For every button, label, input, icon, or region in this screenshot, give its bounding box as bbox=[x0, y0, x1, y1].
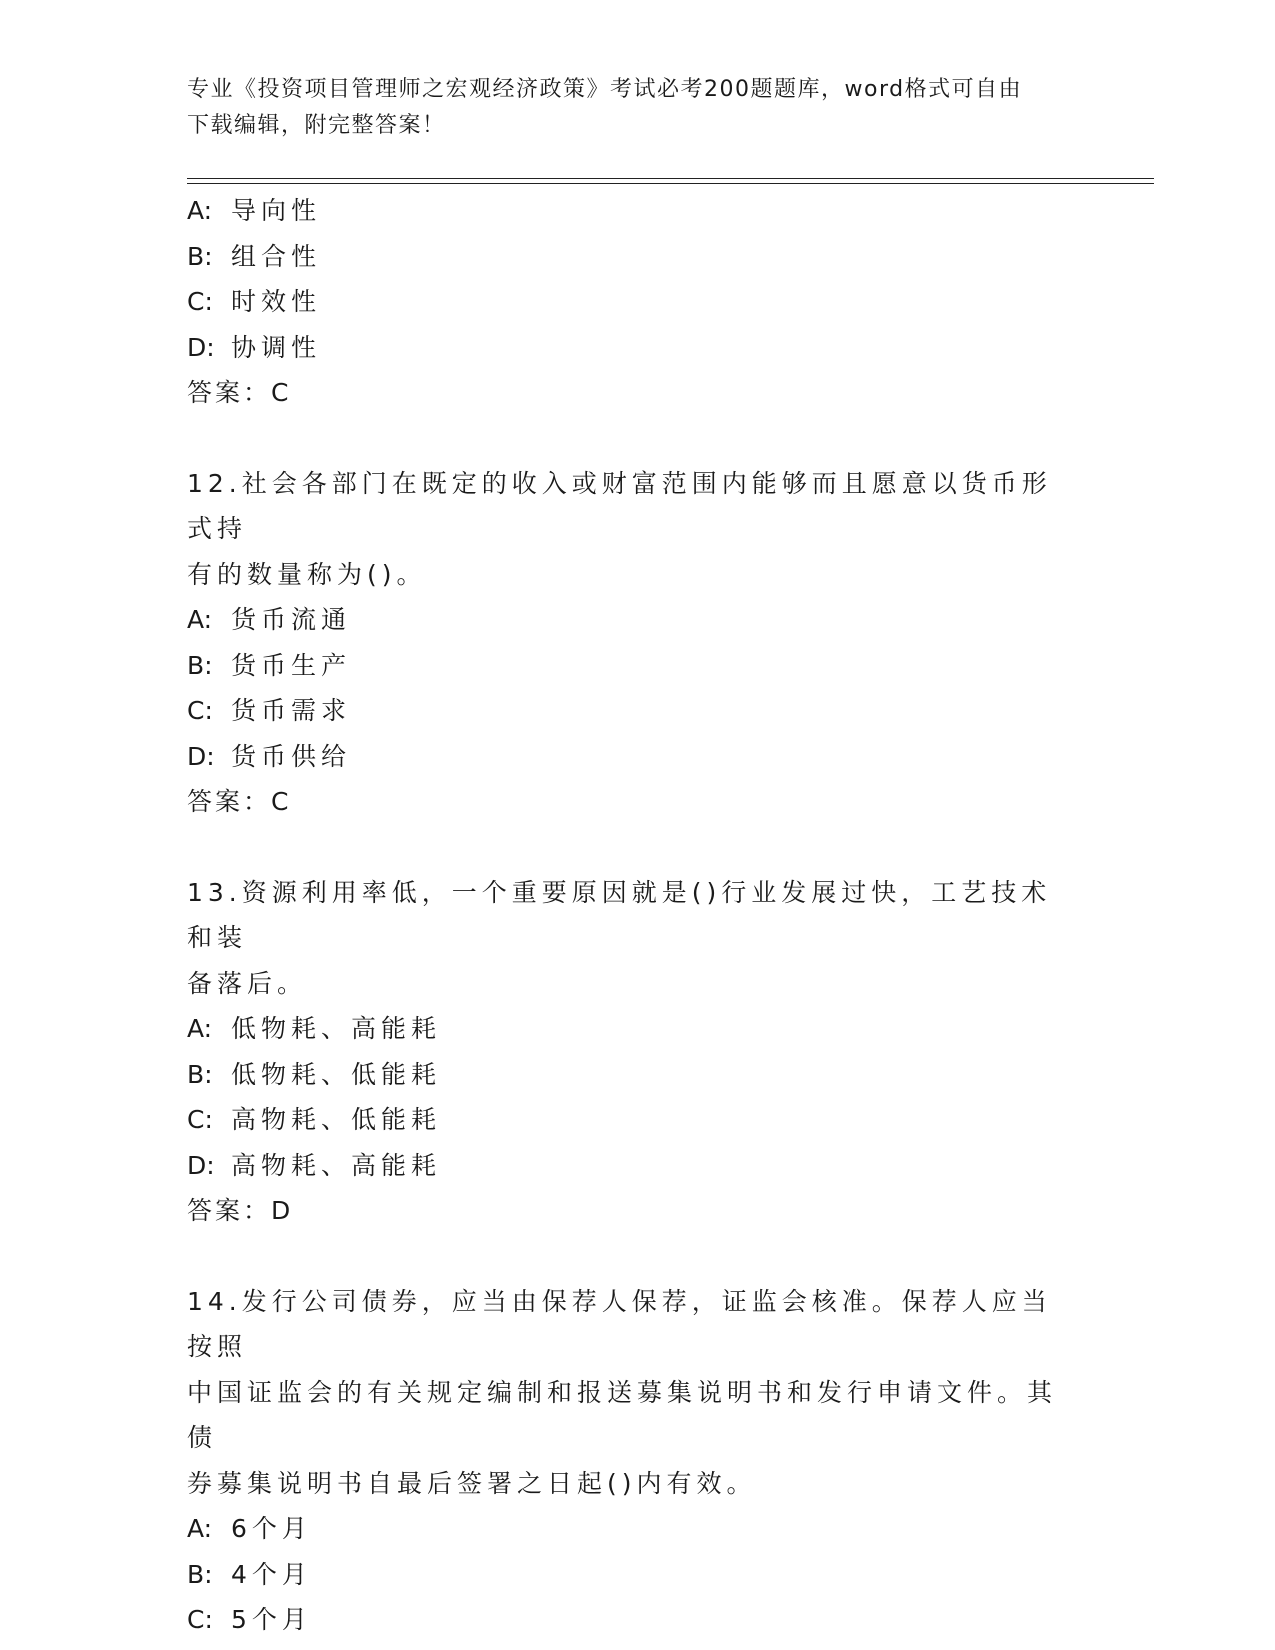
option-letter: D: bbox=[187, 1150, 215, 1180]
header-line-2: 下载编辑，附完整答案！ bbox=[187, 113, 446, 138]
answer-line: 答案：C bbox=[187, 787, 292, 816]
question-fragment bbox=[187, 188, 1087, 416]
option-text: 货币需求 bbox=[231, 696, 352, 725]
option-letter: A: bbox=[187, 1514, 213, 1543]
stem-line: 备落后。 bbox=[187, 968, 308, 998]
option-letter: A: bbox=[187, 196, 213, 225]
stem-line: 13.资源利用率低，一个重要原因就是()行业发展过快，工艺技术和装 bbox=[187, 877, 1052, 952]
question-13 bbox=[187, 870, 1087, 1234]
option-text: 货币流通 bbox=[231, 605, 352, 634]
stem-line: 中国证监会的有关规定编制和报送募集说明书和发行申请文件。其债 bbox=[187, 1377, 1058, 1452]
option-d bbox=[187, 734, 1087, 780]
option-b bbox=[187, 1052, 1087, 1098]
question-stem bbox=[187, 1279, 1067, 1507]
stem-line: 券募集说明书自最后签署之日起()内有效。 bbox=[187, 1468, 757, 1498]
option-letter: C: bbox=[187, 696, 213, 725]
answer-line: 答案：D bbox=[187, 1196, 294, 1225]
option-a bbox=[187, 597, 1087, 643]
option-a bbox=[187, 1006, 1087, 1052]
option-text: 5个月 bbox=[231, 1605, 312, 1634]
question-12 bbox=[187, 461, 1087, 825]
option-text: 货币供给 bbox=[231, 741, 352, 771]
option-text: 导向性 bbox=[231, 196, 322, 225]
option-letter: A: bbox=[187, 605, 213, 634]
option-letter: C: bbox=[187, 1605, 213, 1634]
option-b bbox=[187, 234, 1087, 280]
option-text: 4个月 bbox=[231, 1559, 312, 1589]
stem-line: 14.发行公司债券，应当由保荐人保荐，证监会核准。保荐人应当按照 bbox=[187, 1286, 1052, 1361]
document-header bbox=[187, 72, 1087, 144]
option-b bbox=[187, 643, 1087, 689]
answer-line: 答案：C bbox=[187, 378, 292, 407]
option-a bbox=[187, 188, 1087, 234]
option-c bbox=[187, 1597, 1087, 1643]
header-double-rule bbox=[187, 178, 1154, 184]
option-letter: A: bbox=[187, 1014, 213, 1043]
option-c bbox=[187, 279, 1087, 325]
option-text: 低物耗、低能耗 bbox=[231, 1059, 442, 1089]
option-text: 协调性 bbox=[231, 332, 322, 362]
option-text: 高物耗、低能耗 bbox=[231, 1105, 442, 1134]
option-letter: B: bbox=[187, 1559, 213, 1589]
option-text: 货币生产 bbox=[231, 650, 352, 680]
option-text: 组合性 bbox=[231, 241, 322, 271]
option-letter: D: bbox=[187, 741, 215, 771]
stem-line: 12.社会各部门在既定的收入或财富范围内能够而且愿意以货币形式持 bbox=[187, 468, 1052, 543]
option-letter: C: bbox=[187, 287, 213, 316]
option-text: 时效性 bbox=[231, 287, 322, 316]
question-stem bbox=[187, 461, 1067, 598]
option-text: 低物耗、高能耗 bbox=[231, 1014, 442, 1043]
option-text: 高物耗、高能耗 bbox=[231, 1150, 442, 1180]
option-a bbox=[187, 1506, 1087, 1552]
option-letter: B: bbox=[187, 1059, 213, 1089]
option-letter: D: bbox=[187, 332, 215, 362]
option-letter: B: bbox=[187, 650, 213, 680]
option-text: 6个月 bbox=[231, 1514, 312, 1543]
question-14 bbox=[187, 1279, 1087, 1643]
question-stem bbox=[187, 870, 1067, 1007]
option-d bbox=[187, 325, 1087, 371]
option-c bbox=[187, 688, 1087, 734]
option-d bbox=[187, 1143, 1087, 1189]
option-letter: C: bbox=[187, 1105, 213, 1134]
question-list bbox=[187, 188, 1087, 1643]
header-line-1: 专业《投资项目管理师之宏观经济政策》考试必考200题题库，word格式可自由 bbox=[187, 77, 1023, 102]
option-b bbox=[187, 1552, 1087, 1598]
option-letter: B: bbox=[187, 241, 213, 271]
option-c bbox=[187, 1097, 1087, 1143]
stem-line: 有的数量称为()。 bbox=[187, 559, 427, 589]
